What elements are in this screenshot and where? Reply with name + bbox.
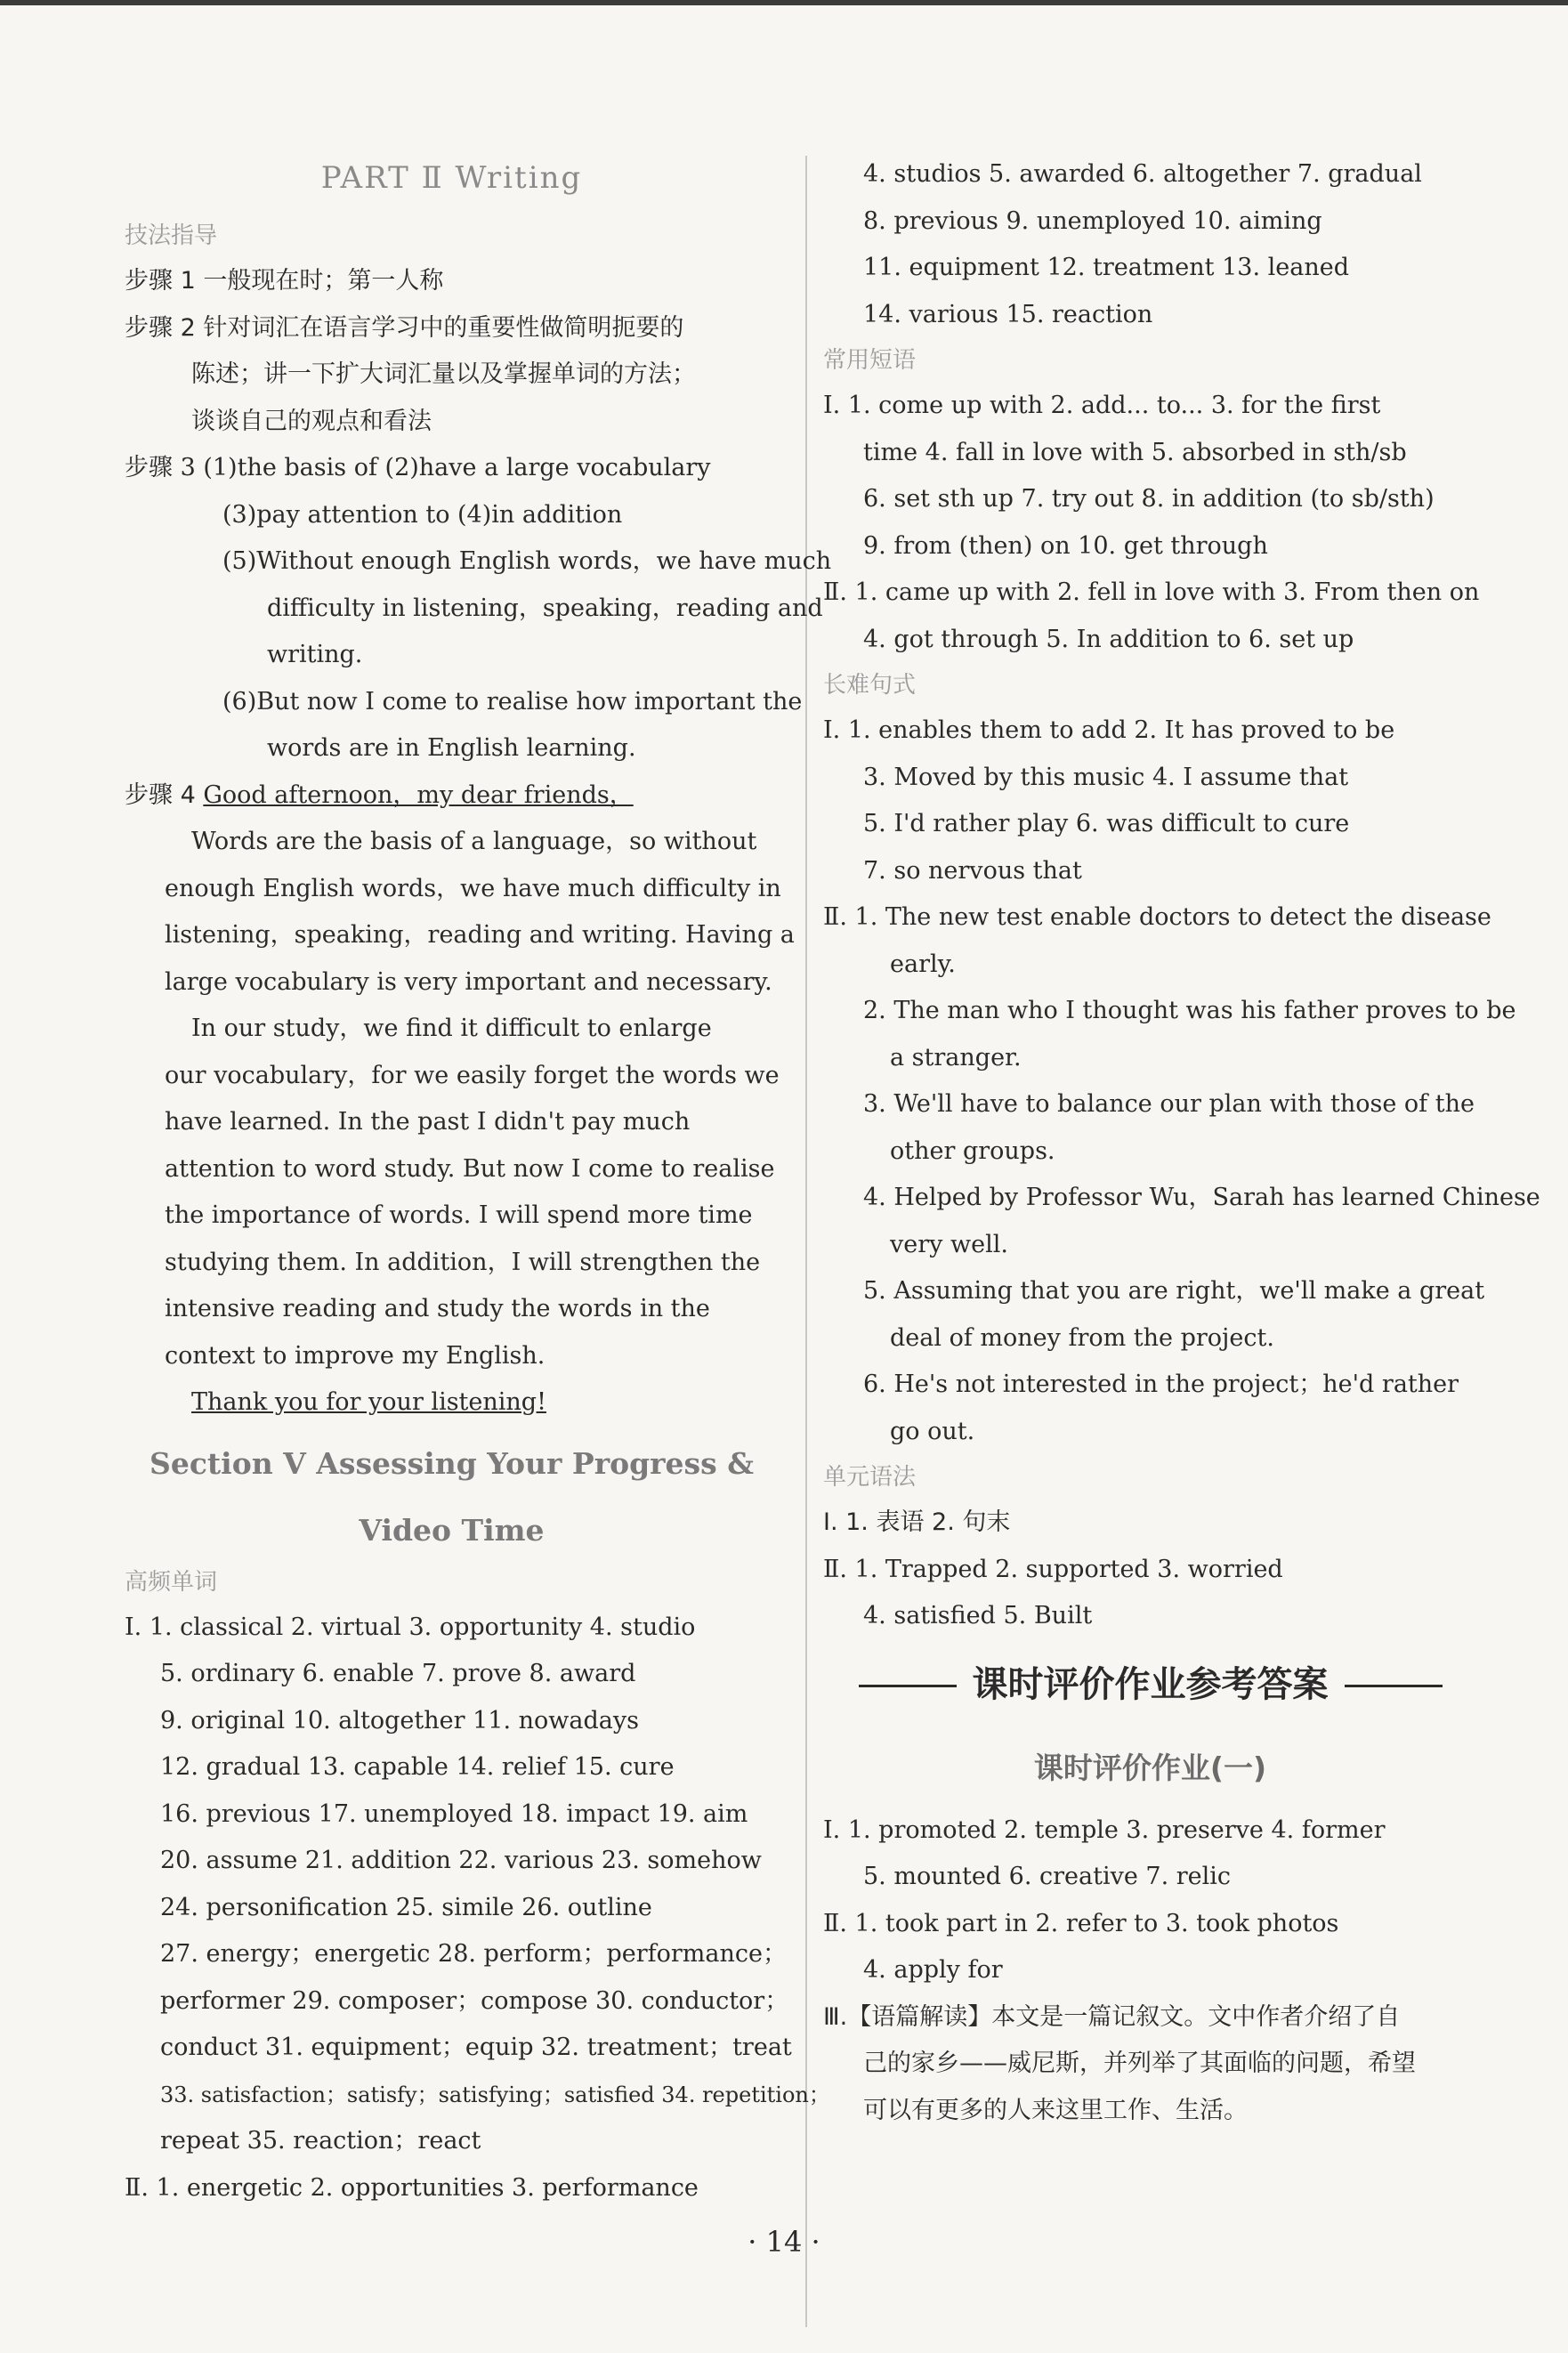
phrase-line: time 4. fall in love with 5. absorbed in sth/sb (863, 438, 1407, 466)
sentence-line: early. (890, 950, 956, 978)
step-2-cont: 谈谈自己的观点和看法 (191, 407, 432, 435)
subheading-jifa: 技法指导 (125, 222, 218, 249)
answer-line: 14. various 15. reaction (863, 300, 1153, 328)
word-line: Ⅱ. 1. energetic 2. opportunities 3. performance (125, 2173, 699, 2202)
top-rule (0, 0, 1568, 5)
title-dash (1345, 1685, 1443, 1687)
title-dash (859, 1685, 957, 1687)
sentence-line: 5. I'd rather play 6. was difficult to cure (863, 810, 1350, 837)
essay-line: studying them. In addition，I will strengthen the (165, 1248, 761, 1276)
left-column (125, 142, 832, 2211)
step-2: 步骤 2 针对词汇在语言学习中的重要性做简明扼要的 (125, 313, 684, 342)
essay-line: large vocabulary is very important and necessary. (165, 967, 772, 996)
word-line: 20. assume 21. addition 22. various 23. somehow (160, 1847, 762, 1874)
essay-line: have learned. In the past I didn't pay much (165, 1108, 691, 1136)
word-line: performer 29. composer；compose 30. conductor； (160, 1986, 789, 2015)
grammar-line: 4. satisfied 5. Built (863, 1602, 1093, 1629)
greeting: Good afternoon，my dear friends， (203, 780, 634, 809)
homework-line: 5. mounted 6. creative 7. relic (863, 1863, 1232, 1890)
step-3-item: (3)pay attention to (4)in addition (222, 500, 623, 529)
essay-line: enough English words，we have much difficulty in (165, 874, 781, 902)
sentence-line: Ⅰ. 1. enables them to add 2. It has proved to be (823, 716, 1395, 744)
answers-title (823, 1640, 1477, 1729)
step-4-label: 步骤 4 (125, 780, 204, 809)
step-4 (125, 772, 779, 820)
step-3-item: writing. (267, 641, 363, 668)
homework-line: 4. apply for (863, 1956, 1003, 1984)
phrase-line: 4. got through 5. In addition to 6. set up (863, 625, 1354, 653)
step-3-item: (6)But now I come to realise how important the (222, 687, 803, 716)
phrase-line: Ⅰ. 1. come up with 2. add... to... 3. for the first (823, 392, 1381, 419)
word-line: 24. personification 25. simile 26. outline (160, 1893, 652, 1921)
sentence-line: Ⅱ. 1. The new test enable doctors to detect the disease (823, 903, 1491, 931)
essay-line: the importance of words. I will spend more time (165, 1201, 753, 1229)
homework-title: 课时评价作业(一) (1033, 1750, 1267, 1785)
essay-line: Words are the basis of a language，so without (191, 828, 757, 855)
reading-line: 可以有更多的人来这里工作、生活。 (863, 2096, 1248, 2124)
step-3: 步骤 3 (1)the basis of (2)have a large vocabulary (125, 454, 711, 481)
homework-line: Ⅱ. 1. took part in 2. refer to 3. took photos (823, 1909, 1339, 1937)
word-line: 16. previous 17. unemployed 18. impact 19. aim (160, 1799, 748, 1828)
subheading-gaopin: 高频单词 (125, 1568, 218, 1596)
page-number: · 14 · (748, 2225, 820, 2259)
sentence-line: deal of money from the project. (890, 1323, 1274, 1352)
column-divider (805, 156, 807, 2327)
thanks-line (125, 1379, 779, 1427)
phrase-line: 6. set sth up 7. try out 8. in addition (to sb/sth) (863, 485, 1435, 513)
subheading-changyong: 常用短语 (823, 347, 917, 374)
step-1: 步骤 1 一般现在时；第一人称 (125, 267, 444, 295)
subheading-changnan: 长难句式 (823, 672, 917, 699)
phrase-line: 9. from (then) on 10. get through (863, 531, 1268, 560)
phrase-line: Ⅱ. 1. came up with 2. fell in love with 3. From then on (823, 578, 1480, 606)
section-heading-cont: Video Time (359, 1512, 545, 1548)
essay-line: intensive reading and study the words in the (165, 1295, 710, 1322)
answer-line: 8. previous 9. unemployed 10. aiming (863, 206, 1322, 235)
sentence-line: go out. (890, 1417, 975, 1445)
section-heading: Section Ⅴ Assessing Your Progress & (150, 1445, 754, 1481)
sentence-line: 4. Helped by Professor Wu，Sarah has learned Chinese (863, 1184, 1540, 1211)
thanks-text: Thank you for your listening! (191, 1388, 546, 1416)
sentence-line: 7. so nervous that (863, 856, 1082, 885)
part-heading: PART Ⅱ Writing (320, 160, 583, 196)
homework-line: Ⅰ. 1. promoted 2. temple 3. preserve 4. former (823, 1815, 1386, 1844)
word-line: 5. ordinary 6. enable 7. prove 8. award (160, 1660, 636, 1687)
sentence-line: 2. The man who I thought was his father proves to be (863, 997, 1516, 1024)
subheading-danyuan: 单元语法 (823, 1464, 917, 1491)
sentence-line: 5. Assuming that you are right，we'll make a great (863, 1277, 1485, 1305)
essay-line: listening，speaking，reading and writing. Having a (165, 921, 795, 949)
essay-line: our vocabulary，for we easily forget the words we (165, 1061, 780, 1089)
sentence-line: very well. (890, 1230, 1008, 1258)
grammar-line: Ⅱ. 1. Trapped 2. supported 3. worried (823, 1555, 1283, 1583)
sentence-line: other groups. (890, 1136, 1055, 1165)
step-3-item: difficulty in listening，speaking，reading and (267, 594, 823, 622)
essay-line: attention to word study. But now I come to realise (165, 1154, 775, 1183)
word-line: 33. satisfaction；satisfy；satisfying；satisfied 34. repetition； (160, 2082, 830, 2107)
sentence-line: 3. We'll have to balance our plan with those of the (863, 1090, 1475, 1118)
word-line: repeat 35. reaction；react (160, 2127, 481, 2155)
essay-line: context to improve my English. (165, 1341, 546, 1370)
reading-line: Ⅲ.【语篇解读】本文是一篇记叙文。文中作者介绍了自 (823, 2002, 1401, 2031)
step-3-item: (5)Without enough English words，we have much (222, 547, 832, 575)
word-line: 12. gradual 13. capable 14. relief 15. cure (160, 1753, 675, 1781)
grammar-line: Ⅰ. 1. 表语 2. 句末 (823, 1508, 1011, 1536)
essay-line: In our study，we find it difficult to enlarge (191, 1015, 712, 1042)
sentence-line: 6. He's not interested in the project；he'd rather (863, 1371, 1459, 1398)
step-2-cont: 陈述；讲一下扩大词汇量以及掌握单词的方法； (191, 360, 696, 388)
answer-line: 11. equipment 12. treatment 13. leaned (863, 254, 1349, 281)
reading-line: 己的家乡——威尼斯，并列举了其面临的问题，希望 (863, 2050, 1416, 2077)
word-line: Ⅰ. 1. classical 2. virtual 3. opportunity 4. studio (125, 1613, 696, 1641)
word-line: conduct 31. equipment；equip 32. treatment；treat (160, 2034, 792, 2061)
answers-title-text: 课时评价作业参考答案 (972, 1663, 1329, 1705)
word-line: 27. energy；energetic 28. perform；performance； (160, 1940, 787, 1968)
right-column (823, 151, 1540, 2134)
answer-line: 4. studios 5. awarded 6. altogether 7. gradual (863, 160, 1422, 188)
step-3-item: words are in English learning. (267, 734, 636, 762)
sentence-line: a stranger. (890, 1043, 1022, 1071)
sentence-line: 3. Moved by this music 4. I assume that (863, 763, 1349, 791)
word-line: 9. original 10. altogether 11. nowadays (160, 1706, 639, 1734)
